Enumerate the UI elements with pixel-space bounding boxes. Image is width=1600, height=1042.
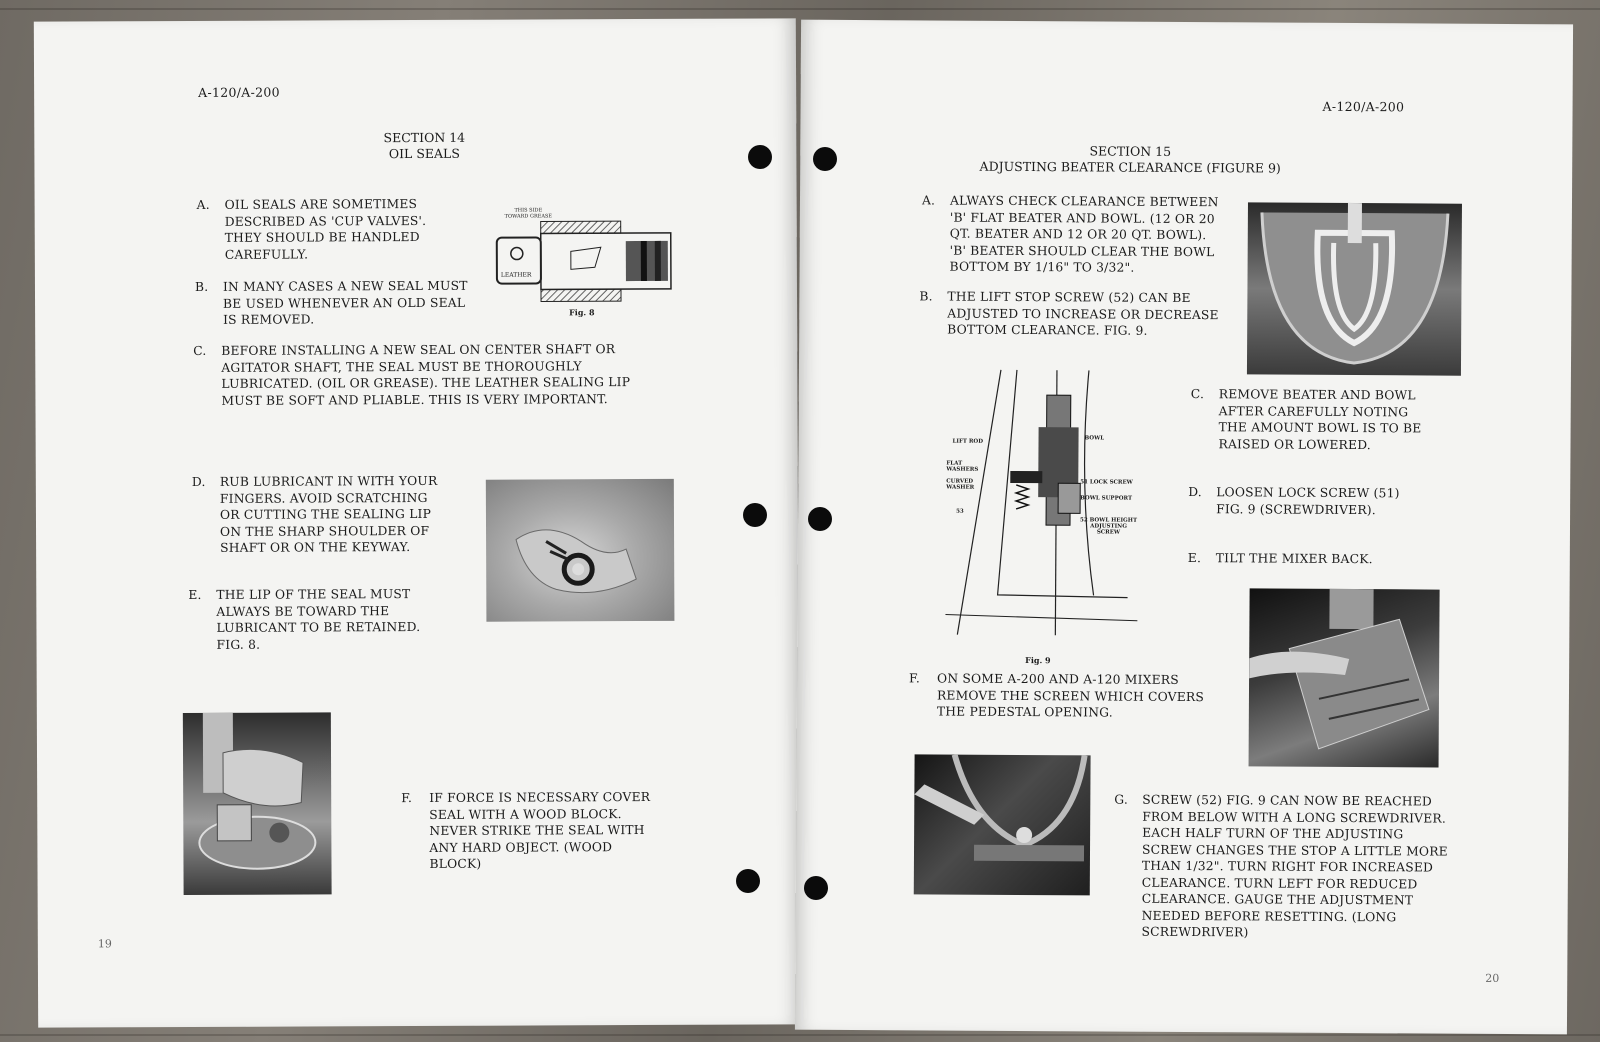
item-d: D. LOOSEN LOCK SCREW (51) FIG. 9 (SCREWDRIVER). (1188, 485, 1400, 517)
item-c: C. REMOVE BEATER AND BOWL AFTER CAREFULLY NOTING THE AMOUNT BOWL IS TO BE RAISED OR LOWERED. (1190, 387, 1422, 452)
fig9-diagram (937, 365, 1139, 666)
label-lift-rod: LIFT ROD (952, 438, 984, 445)
binder-hole (743, 503, 767, 527)
item-a: A. ALWAYS CHECK CLEARANCE BETWEEN 'B' FLAT BEATER AND BOWL. (12 OR 20 QT. BEATER AND 12 OR 20 QT. BOWL). 'B' BEATER SHOULD CLEAR THE BOWL BOTTOM BY 1/16" TO 3/32". (921, 193, 1219, 275)
binder-hole (813, 147, 837, 171)
label-flat-washers: FLAT WASHERS (946, 460, 979, 473)
binder-hole (808, 507, 832, 531)
binder-hole (748, 145, 772, 169)
fig9-caption: Fig. 9 (1025, 655, 1051, 666)
item-a: A. OIL SEALS ARE SOMETIMES DESCRIBED AS 'CUP VALVES'. THEY SHOULD BE HANDLED CAREFULLY. (196, 196, 427, 262)
lubricant-photo (486, 479, 675, 622)
item-d: D. RUB LUBRICANT IN WITH YOUR FINGERS. AVOID SCRATCHING OR CUTTING THE SEALING LIP ON THE SHARP SHOULDER OF SHAFT OR ON THE KEYWAY. (191, 473, 438, 555)
model-header: A-120/A-200 (1322, 98, 1405, 115)
label-bowl-support: BOWL SUPPORT (1080, 495, 1133, 502)
item-e: E. TILT THE MIXER BACK. (1187, 551, 1373, 567)
binder-hole (736, 869, 760, 893)
item-e: E. THE LIP OF THE SEAL MUST ALWAYS BE TOWARD THE LUBRICANT TO BE RETAINED. FIG. 8. (188, 587, 421, 652)
label-bowl-height-screw: 52 BOWL HEIGHT ADJUSTING SCREW (1080, 517, 1138, 536)
fig8-label-side: THIS SIDE TOWARD GREASE (504, 207, 553, 220)
model-header: A-120/A-200 (198, 84, 280, 100)
item-f: F. ON SOME A-200 AND A-120 MIXERS REMOVE THE SCREEN WHICH COVERS THE PEDESTAL OPENING. (909, 671, 1205, 720)
section-number: SECTION 14 (383, 129, 466, 146)
label-part-53: 53 (956, 508, 964, 515)
fig8-label-leather: LEATHER (500, 271, 532, 279)
fig8-diagram (491, 207, 681, 318)
label-bowl: BOWL (1084, 435, 1105, 442)
left-page (34, 18, 800, 1027)
tilted-mixer-photo (1249, 588, 1440, 767)
section-title: ADJUSTING BEATER CLEARANCE (FIGURE 9) (979, 158, 1281, 176)
item-c: C. BEFORE INSTALLING A NEW SEAL ON CENTER SHAFT OR AGITATOR SHAFT, THE SEAL MUST BE THOROUGHLY LUBRICATED. (OIL OR GREASE). THE LEATHER SEALING LIP MUST BE SOFT AND PLIABLE. THIS IS VERY IMPORTANT. (193, 342, 631, 408)
label-curved-washer: CURVED WASHER (946, 478, 975, 491)
item-b: B. THE LIFT STOP SCREW (52) CAN BE ADJUSTED TO INCREASE OR DECREASE BOTTOM CLEARANCE. FIG. 9. (919, 289, 1219, 338)
fig8-caption: Fig. 8 (569, 307, 595, 318)
page-number: 20 (1485, 971, 1500, 985)
section-heading (950, 143, 1310, 177)
item-g: G. SCREW (52) FIG. 9 CAN NOW BE REACHED FROM BELOW WITH A LONG SCREWDRIVER. EACH HALF TURN OF THE ADJUSTING SCREW CHANGES THE STOP A LITTLE MORE THAN 1/32". TURN RIGHT FOR INCREASED CLEARANCE. TURN LEFT FOR REDUCED CLEARANCE. GAUGE THE ADJUSTMENT NEEDED BEFORE RESETTING. (LONG SCREWDRIVER) (1114, 792, 1448, 940)
beater-bowl-photo (1247, 202, 1462, 375)
label-lock-screw: 51 LOCK SCREW (1080, 479, 1133, 486)
binder-hole (804, 876, 828, 900)
section-title: OIL SEALS (388, 145, 460, 162)
wood-block-photo (183, 712, 332, 895)
page-number: 19 (97, 937, 112, 951)
item-b: B. IN MANY CASES A NEW SEAL MUST BE USED WHENEVER AN OLD SEAL IS REMOVED. (194, 278, 468, 327)
right-page (795, 20, 1573, 1035)
section-heading (334, 130, 514, 163)
section-number: SECTION 15 (1089, 143, 1172, 159)
screwdriver-photo (914, 754, 1091, 895)
item-f: F. IF FORCE IS NECESSARY COVER SEAL WITH A WOOD BLOCK. NEVER STRIKE THE SEAL WITH ANY HARD OBJECT. (WOOD BLOCK) (401, 789, 651, 871)
